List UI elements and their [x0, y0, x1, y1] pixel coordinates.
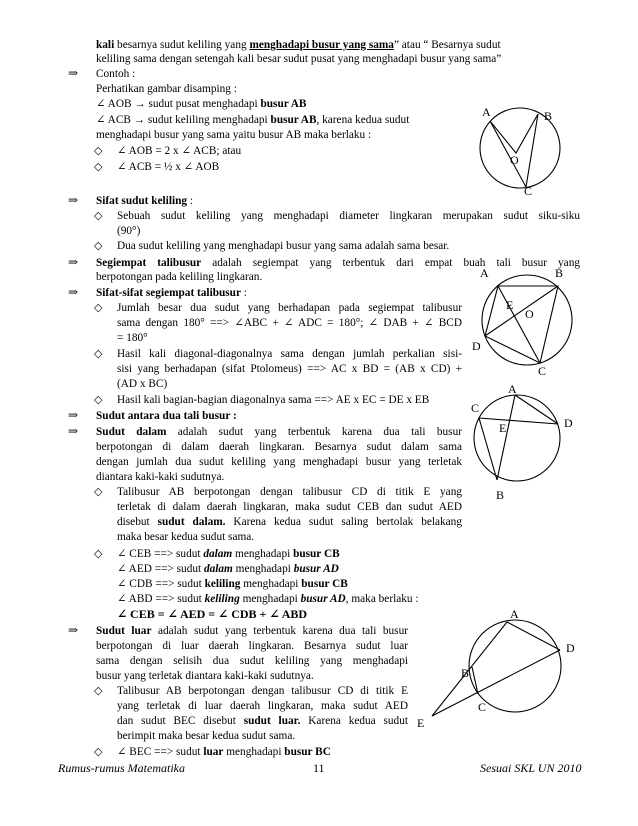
- arrow-icon: ⇒: [68, 285, 79, 299]
- c3-arc: busur CB: [301, 578, 348, 590]
- sdalam-formula: ∠ CEB = ∠ AED = ∠ CDB + ∠ ABD: [117, 607, 308, 621]
- sifatseg-b1c: = 180°: [117, 332, 148, 344]
- sluar-c1-type: luar: [203, 746, 224, 758]
- sdalam-b1c: [117, 515, 462, 529]
- c3-mid: menghadapi: [240, 578, 302, 590]
- footer-right: Sesuai SKL UN 2010: [480, 761, 582, 775]
- label-a: A: [480, 266, 489, 280]
- sluar-l3: sama dengan selisih dua sudut keliling yang menghadapi: [96, 655, 408, 667]
- label-a: A: [508, 382, 517, 396]
- sifat-b1a: Sebuah sudut keliling yang menghadapi diameter lingkaran merupakan sudut siku-siku: [117, 210, 580, 222]
- sdalam-b1a: Talibusur AB berpotongan dengan talibusur CD di titik E yang: [117, 486, 462, 498]
- label-d: D: [472, 339, 481, 353]
- figure-interior-angle: [470, 382, 585, 505]
- aob-text: ∠ AOB → sudut pusat menghadapi: [96, 98, 261, 110]
- sdalam-b1b: terletak di dalam daerah lingkaran, maka sudut CEB dan sudut AED: [117, 501, 462, 513]
- sifatseg-title: [96, 286, 247, 300]
- sluar-c1-arc: busur BC: [284, 746, 331, 758]
- c3-type: keliling: [204, 578, 241, 590]
- secant-ea: [432, 622, 507, 716]
- intro-emphasis: menghadapi busur yang sama: [249, 39, 394, 51]
- diagonal-ac: [498, 286, 540, 363]
- diamond-icon: ◇: [94, 394, 103, 406]
- label-b: B: [496, 488, 505, 502]
- arrow-icon: ⇒: [68, 66, 79, 80]
- diamond-icon: ◇: [94, 348, 103, 360]
- sifat-colon: :: [187, 195, 194, 207]
- c4-mid: menghadapi: [239, 593, 301, 605]
- sifatseg-b2c: (AD x BC): [117, 378, 168, 390]
- sifatseg-b2a: Hasil kali diagonal-diagonalnya sama dengan jumlah perkalian sisi-: [117, 348, 462, 360]
- intro-text: besarnya sudut keliling yang: [114, 39, 250, 51]
- sdalam-l2: berpotongan di dalam daerah lingkaran. Besarnya sudut dalam sama: [96, 441, 462, 453]
- diamond-icon: ◇: [94, 210, 103, 222]
- sluar-b1c-text: dan sudut BEC disebut: [117, 715, 244, 727]
- intro-line-2: keliling sama dengan setengah kali besar sudut pusat yang menghadapi busur yang sama”: [96, 53, 502, 65]
- sluar-l4: busur yang terletak diantara kaki-kaki sudutnya.: [96, 670, 314, 682]
- sluar-b1c: [117, 714, 408, 728]
- figure-cyclic-quadrilateral: [470, 262, 585, 377]
- contoh-menghadapi: menghadapi busur yang sama yaitu busur AB maka berlaku :: [96, 129, 372, 141]
- arrow-icon: ⇒: [68, 408, 79, 422]
- sluar-c1-mid: menghadapi: [223, 746, 285, 758]
- intro-text-end: ” atau “ Besarnya sudut: [393, 39, 501, 51]
- sifat-title: [96, 194, 193, 208]
- sifatseg-title-bold: Sifat-sifat segiempat talibusur: [96, 287, 241, 299]
- chord-ad: [507, 622, 560, 650]
- sluar-title: Sudut luar: [96, 625, 152, 637]
- sdalam-l4: diantara kaki-kaki sudutnya.: [96, 471, 225, 483]
- intro-kali: kali: [96, 39, 115, 51]
- label-b: B: [555, 266, 564, 280]
- chord-cb: [479, 418, 497, 480]
- segiempat-l2: berpotongan pada keliling lingkaran.: [96, 271, 263, 283]
- label-c: C: [471, 401, 480, 415]
- sluar-b1c-bold: sudut luar.: [243, 715, 301, 727]
- sluar-b1d: berimpit maka besar kedua sudut sama.: [117, 730, 296, 742]
- label-d: D: [564, 416, 573, 430]
- label-c: C: [524, 184, 533, 198]
- label-c: C: [538, 364, 547, 378]
- c2-mid: menghadapi: [232, 563, 294, 575]
- sifatseg-colon: :: [240, 287, 247, 299]
- c1-mid: menghadapi: [232, 548, 294, 560]
- sifat-b2: Dua sudut keliling yang menghadapi busur yang sama adalah sama besar.: [117, 240, 450, 252]
- label-e: E: [499, 421, 507, 435]
- label-b: B: [461, 666, 470, 680]
- aob-bold: busur AB: [260, 98, 307, 110]
- sdalam-c3: [117, 577, 348, 591]
- c4-end: , maka berlaku :: [345, 593, 419, 605]
- footer-left: Rumus-rumus Matematika: [58, 761, 185, 775]
- sluar-l2: berpotongan di luar daerah lingkaran. Besarnya sudut luar: [96, 640, 408, 652]
- sdalam-l3: dengan jumlah dua sudut keliling yang menghadapi busur yang terletak: [96, 456, 462, 468]
- sluar-c1-text: ∠ BEC ==> sudut: [117, 746, 204, 758]
- c1-arc: busur CB: [293, 548, 340, 560]
- sluar-c1: [117, 745, 331, 759]
- diamond-icon: ◇: [94, 548, 103, 560]
- label-b: B: [544, 109, 553, 123]
- diamond-icon: ◇: [94, 302, 103, 314]
- chord-cd: [479, 418, 558, 424]
- c4-text: ∠ ABD ==> sudut: [117, 593, 205, 605]
- contoh-title: Contoh :: [96, 68, 136, 80]
- diamond-icon: ◇: [94, 486, 103, 498]
- sdalam-b1c-bold: sudut dalam.: [157, 516, 226, 528]
- c4-type: keliling: [204, 593, 240, 605]
- label-a: A: [482, 105, 491, 119]
- sluar-b1c-end: Karena kedua sudut: [300, 715, 408, 727]
- sdalam-title: Sudut dalam: [96, 426, 167, 438]
- sifat-b1b: (90°): [117, 225, 141, 237]
- segiempat-title: Segiempat talibusur: [96, 257, 202, 269]
- label-o: O: [510, 153, 519, 167]
- chord-ab: [497, 395, 515, 480]
- contoh-eq1: ∠ AOB = 2 x ∠ ACB; atau: [117, 145, 242, 157]
- diamond-icon: ◇: [94, 240, 103, 252]
- circle: [474, 395, 560, 481]
- contoh-perhatikan: Perhatikan gambar disamping :: [96, 83, 237, 95]
- acb-text: ∠ ACB → sudut keliling menghadapi: [96, 114, 271, 126]
- label-a: A: [510, 607, 519, 621]
- c2-arc: busur AD: [293, 563, 339, 575]
- sifatseg-b1a: Jumlah besar dua sudut yang berhadapan pada segiempat talibusur: [117, 302, 462, 314]
- sdalam-b1d: maka besar kedua sudut sama.: [117, 531, 255, 543]
- sdalam-text: adalah sudut yang terbentuk karena dua tali busur: [166, 426, 462, 438]
- arrow-icon: ⇒: [68, 255, 79, 269]
- sifat-title-bold: Sifat sudut keliling: [96, 195, 188, 207]
- label-e: E: [417, 716, 425, 730]
- sifatseg-b2b: sisi yang berhadapan (sifat Ptolomeus) ==> AC x BD = (AB x CD) +: [117, 363, 462, 375]
- intro-line-1: [96, 38, 501, 52]
- circle: [469, 620, 561, 712]
- acb-bold: busur AB: [270, 114, 317, 126]
- contoh-eq2: ∠ ACB = ½ x ∠ AOB: [117, 161, 220, 173]
- c3-text: ∠ CDB ==> sudut: [117, 578, 205, 590]
- diamond-icon: ◇: [94, 145, 103, 157]
- c2-type: dalam: [203, 563, 233, 575]
- label-e: E: [506, 298, 514, 312]
- figure-central-angle: [470, 100, 580, 200]
- diamond-icon: ◇: [94, 685, 103, 697]
- quadrilateral: [485, 286, 558, 363]
- sifatseg-b3: Hasil kali bagian-bagian diagonalnya sama ==> AE x EC = DE x EB: [117, 394, 430, 406]
- sluar-b1a: Talibusur AB berpotongan dengan talibusur CD di titik E: [117, 685, 408, 697]
- secant-ed: [432, 650, 560, 716]
- diamond-icon: ◇: [94, 746, 103, 758]
- arrow-icon: ⇒: [68, 193, 79, 207]
- label-o: O: [525, 307, 534, 321]
- sluar-b1b: yang terletak di luar daerah lingkaran, maka sudut AED: [117, 700, 408, 712]
- contoh-aob: [96, 97, 306, 111]
- sluar-text: adalah sudut yang terbentuk karena dua tali busur: [151, 625, 408, 637]
- sifatseg-b1b: sama dengan 180° ==> ∠ABC + ∠ ADC = 180°; ∠ DAB + ∠ BCD: [117, 317, 462, 329]
- sdalam-c2: [117, 562, 339, 576]
- sdalam-b1c-end: Karena kedua sudut saling bertolak belakang: [225, 516, 462, 528]
- arrow-icon: ⇒: [68, 623, 79, 637]
- contoh-acb: [96, 113, 409, 127]
- acb-text-end: , karena kedua sudut: [316, 114, 410, 126]
- c2-text: ∠ AED ==> sudut: [117, 563, 204, 575]
- sdalam-c1: [117, 547, 340, 561]
- c1-type: dalam: [203, 548, 233, 560]
- arrow-icon: ⇒: [68, 424, 79, 438]
- figure-exterior-angle: [410, 607, 585, 740]
- sdalam-l1: [96, 425, 462, 439]
- sluar-l1: [96, 624, 408, 638]
- segiempat-text: adalah segiempat yang terbentuk dari empat buah tali busur yang: [201, 257, 580, 269]
- sdalam-c4: [117, 592, 419, 606]
- chord-bc: [472, 667, 478, 694]
- footer-page-number: 11: [313, 761, 325, 775]
- label-c: C: [478, 700, 487, 714]
- c4-arc: busur AD: [300, 593, 346, 605]
- label-d: D: [566, 641, 575, 655]
- sudut-antara-title: Sudut antara dua tali busur :: [96, 410, 237, 422]
- diamond-icon: ◇: [94, 161, 103, 173]
- sdalam-b1c-text: disebut: [117, 516, 158, 528]
- c1-text: ∠ CEB ==> sudut: [117, 548, 204, 560]
